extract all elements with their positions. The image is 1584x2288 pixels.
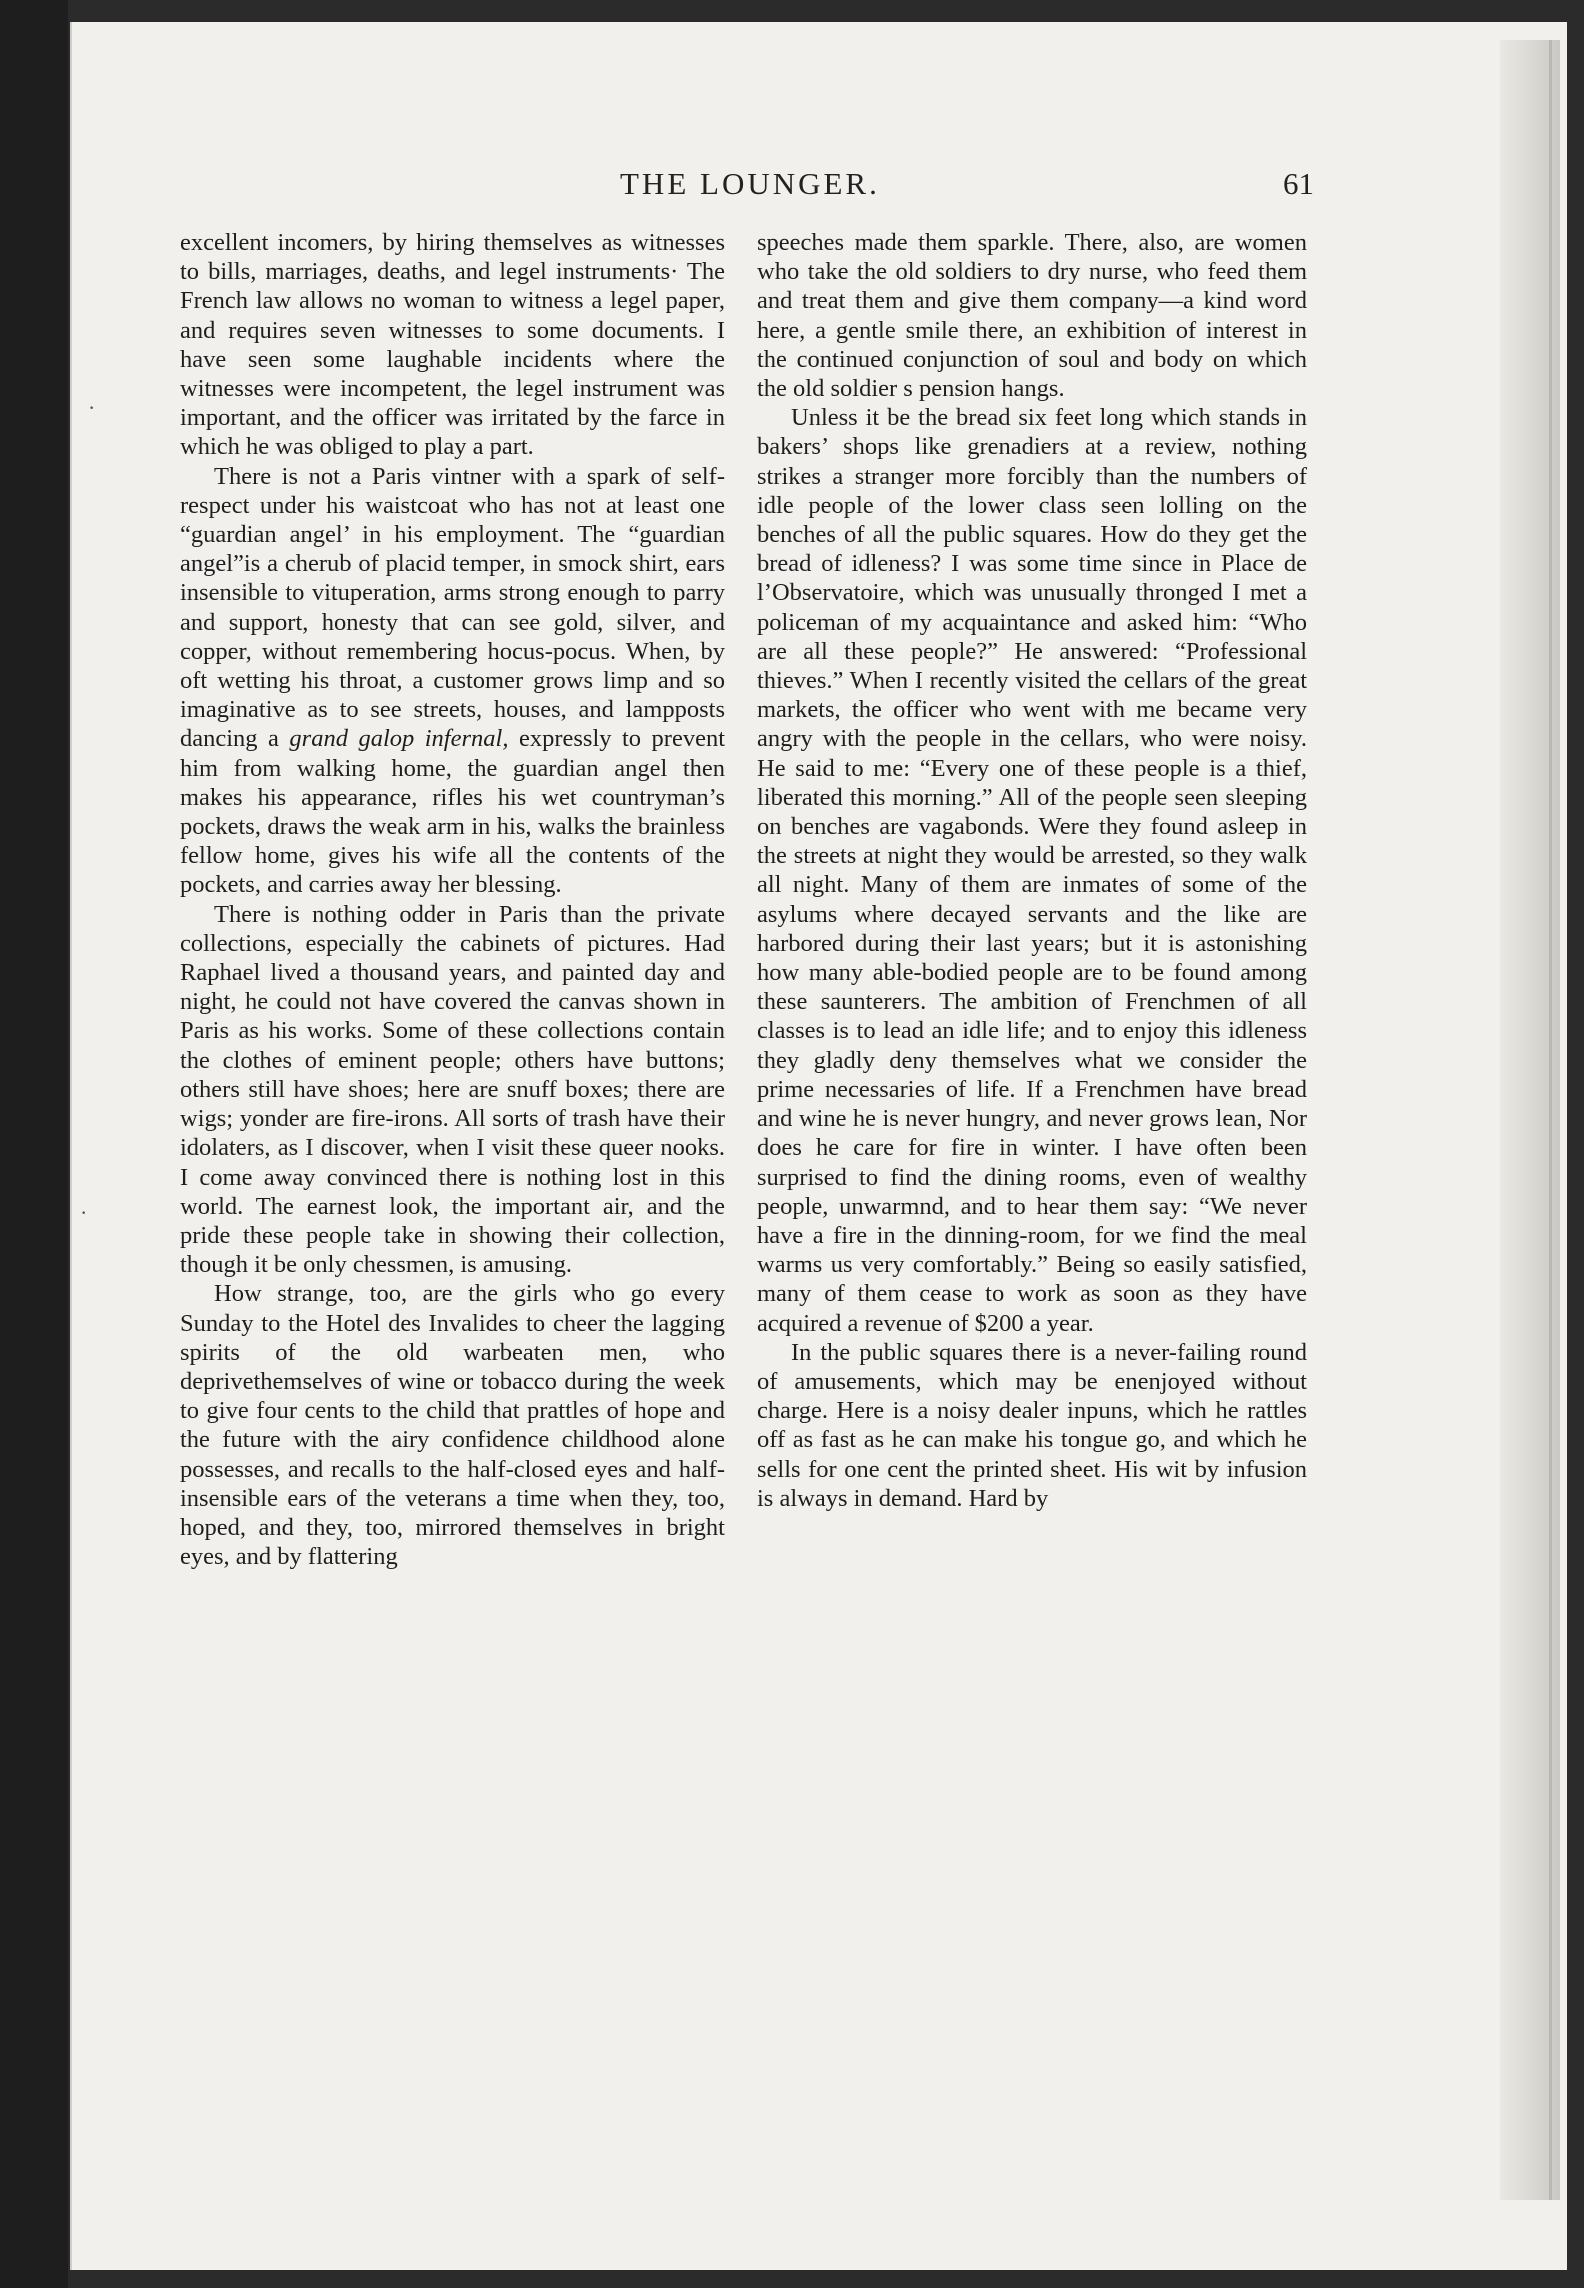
paragraph: There is nothing odder in Paris than the private collections, especially the cabinets of pictures. Had Raphael lived a thousand years, and painted day and night, he could not have covered the canvas shown in Paris as his works. Some of these collections contain the clothes of eminent people; others have buttons; others still have shoes; here are snuff boxes; there are wigs; yonder are fire-irons. All sorts of trash have their idolaters, as I discover, when I visit these queer nooks. I come away convinced there is nothing lost in this world. The earnest look, the important air, and the pride these people take in showing their collection, though it be only chessmen, is amusing. (180, 900, 725, 1279)
paragraph: In the public squares there is a never-failing round of amusements, which may be enenjoyed without charge. Here is a noisy dealer inpuns, which he rattles off as fast as he can make his tongue go, and which he sells for one cent the printed sheet. His wit by infusion is always in demand. Hard by (757, 1338, 1307, 1512)
page-stack-edge (1500, 40, 1560, 2200)
page-stack-line (1549, 40, 1552, 2200)
paragraph-text: There is not a Paris vintner with a spark of self-respect under his waistcoat who has not at least one “guardian angel’ in his employment. The “guardian angel”is a cherub of placid temper, in smock shirt, ears insensible to vituperation, arms strong enough to parry and support, honesty that can see gold, silver, and copper, without remembering hocus-pocus. When, by oft wetting his throat, a customer grows limp and so imaginative as to see streets, houses, and lampposts dancing a (180, 462, 725, 753)
paragraph: How strange, too, are the girls who go every Sunday to the Hotel des Invalides to cheer the lagging spirits of the old warbeaten men, who deprivethemselves of wine or tobacco during the week to give four cents to the child that prattles of hope and the future with the airy confidence childhood alone possesses, and recalls to the half-closed eyes and half-insensible ears of the veterans a time when they, too, hoped, and they, too, mirrored themselves in bright eyes, and by flattering (180, 1280, 725, 1571)
paragraph-text: expressly to prevent him from walking home, the guardian angel then makes his appearance, rifles his wet countryman’s pockets, draws the weak arm in his, walks the brainless fellow home, gives his wife all the contents of the pockets, and carries away her blessing. (180, 725, 726, 899)
paragraph (180, 462, 725, 900)
margin-speck: · (80, 1200, 88, 1225)
paragraph: Unless it be the bread six feet long which stands in bakers’ shops like grenadiers at a review, nothing strikes a stranger more forcibly than the numbers of idle people of the lower class seen lolling on the benches of all the public squares. How do they get the bread of idleness? I was some time since in Place de l’Observatoire, which was unusually thronged I met a policeman of my acquaintance and asked him: “Who are all these people?” He answered: “Professional thieves.” When I recently visited the cellars of the great markets, the officer who went with me became very angry with the people in the cellars, who were noisy. He said to me: “Every one of these people is a thief, liberated this morning.” All of the people seen sleeping on benches are vagabonds. Were they found asleep in the streets at night they would be arrested, so they walk all night. Many of them are inmates of some of the asylums where decayed servants and the like are harbored during their last years; but it is astonishing how many able-bodied people are to be found among these saunterers. The ambition of Frenchmen of all classes is to lead an idle life; and to enjoy this idleness they gladly deny themselves what we consider the prime necessaries of life. If a Frenchmen have bread and wine he is never hungry, and never grows lean, Nor does he care for fire in winter. I have often been surprised to find the dining rooms, even of wealthy people, unwarmnd, and to hear them say: “We never have a fire in the dinning-room, for we find the meal warms us very comfortably.” Being so easily satisfied, many of them cease to work as soon as they have acquired a revenue of $200 a year. (757, 404, 1307, 1337)
italic-phrase: grand galop infernal, (289, 725, 509, 753)
paragraph: excellent incomers, by hiring themselves as witnesses to bills, marriages, deaths, and legel instruments· The French law allows no woman to witness a legel paper, and requires seven witnesses to some documents. I have seen some laughable incidents where the witnesses were incompetent, the legel instrument was important, and the officer was irritated by the farce in which he was obliged to play a part. (180, 229, 725, 461)
adjacent-page-edge (0, 0, 68, 2288)
page-number: 61 (1283, 166, 1314, 201)
paragraph: speeches made them sparkle. There, also, are women who take the old soldiers to dry nurse, who feed them and treat them and give them company—a kind word here, a gentle smile there, an exhibition of interest in the continued conjunction of soul and body on which the old soldier s pension hangs. (757, 229, 1307, 403)
left-text-column (180, 228, 725, 1571)
right-text-column (757, 228, 1307, 1513)
running-header-title: THE LOUNGER. (620, 166, 880, 201)
margin-speck: · (88, 395, 96, 420)
